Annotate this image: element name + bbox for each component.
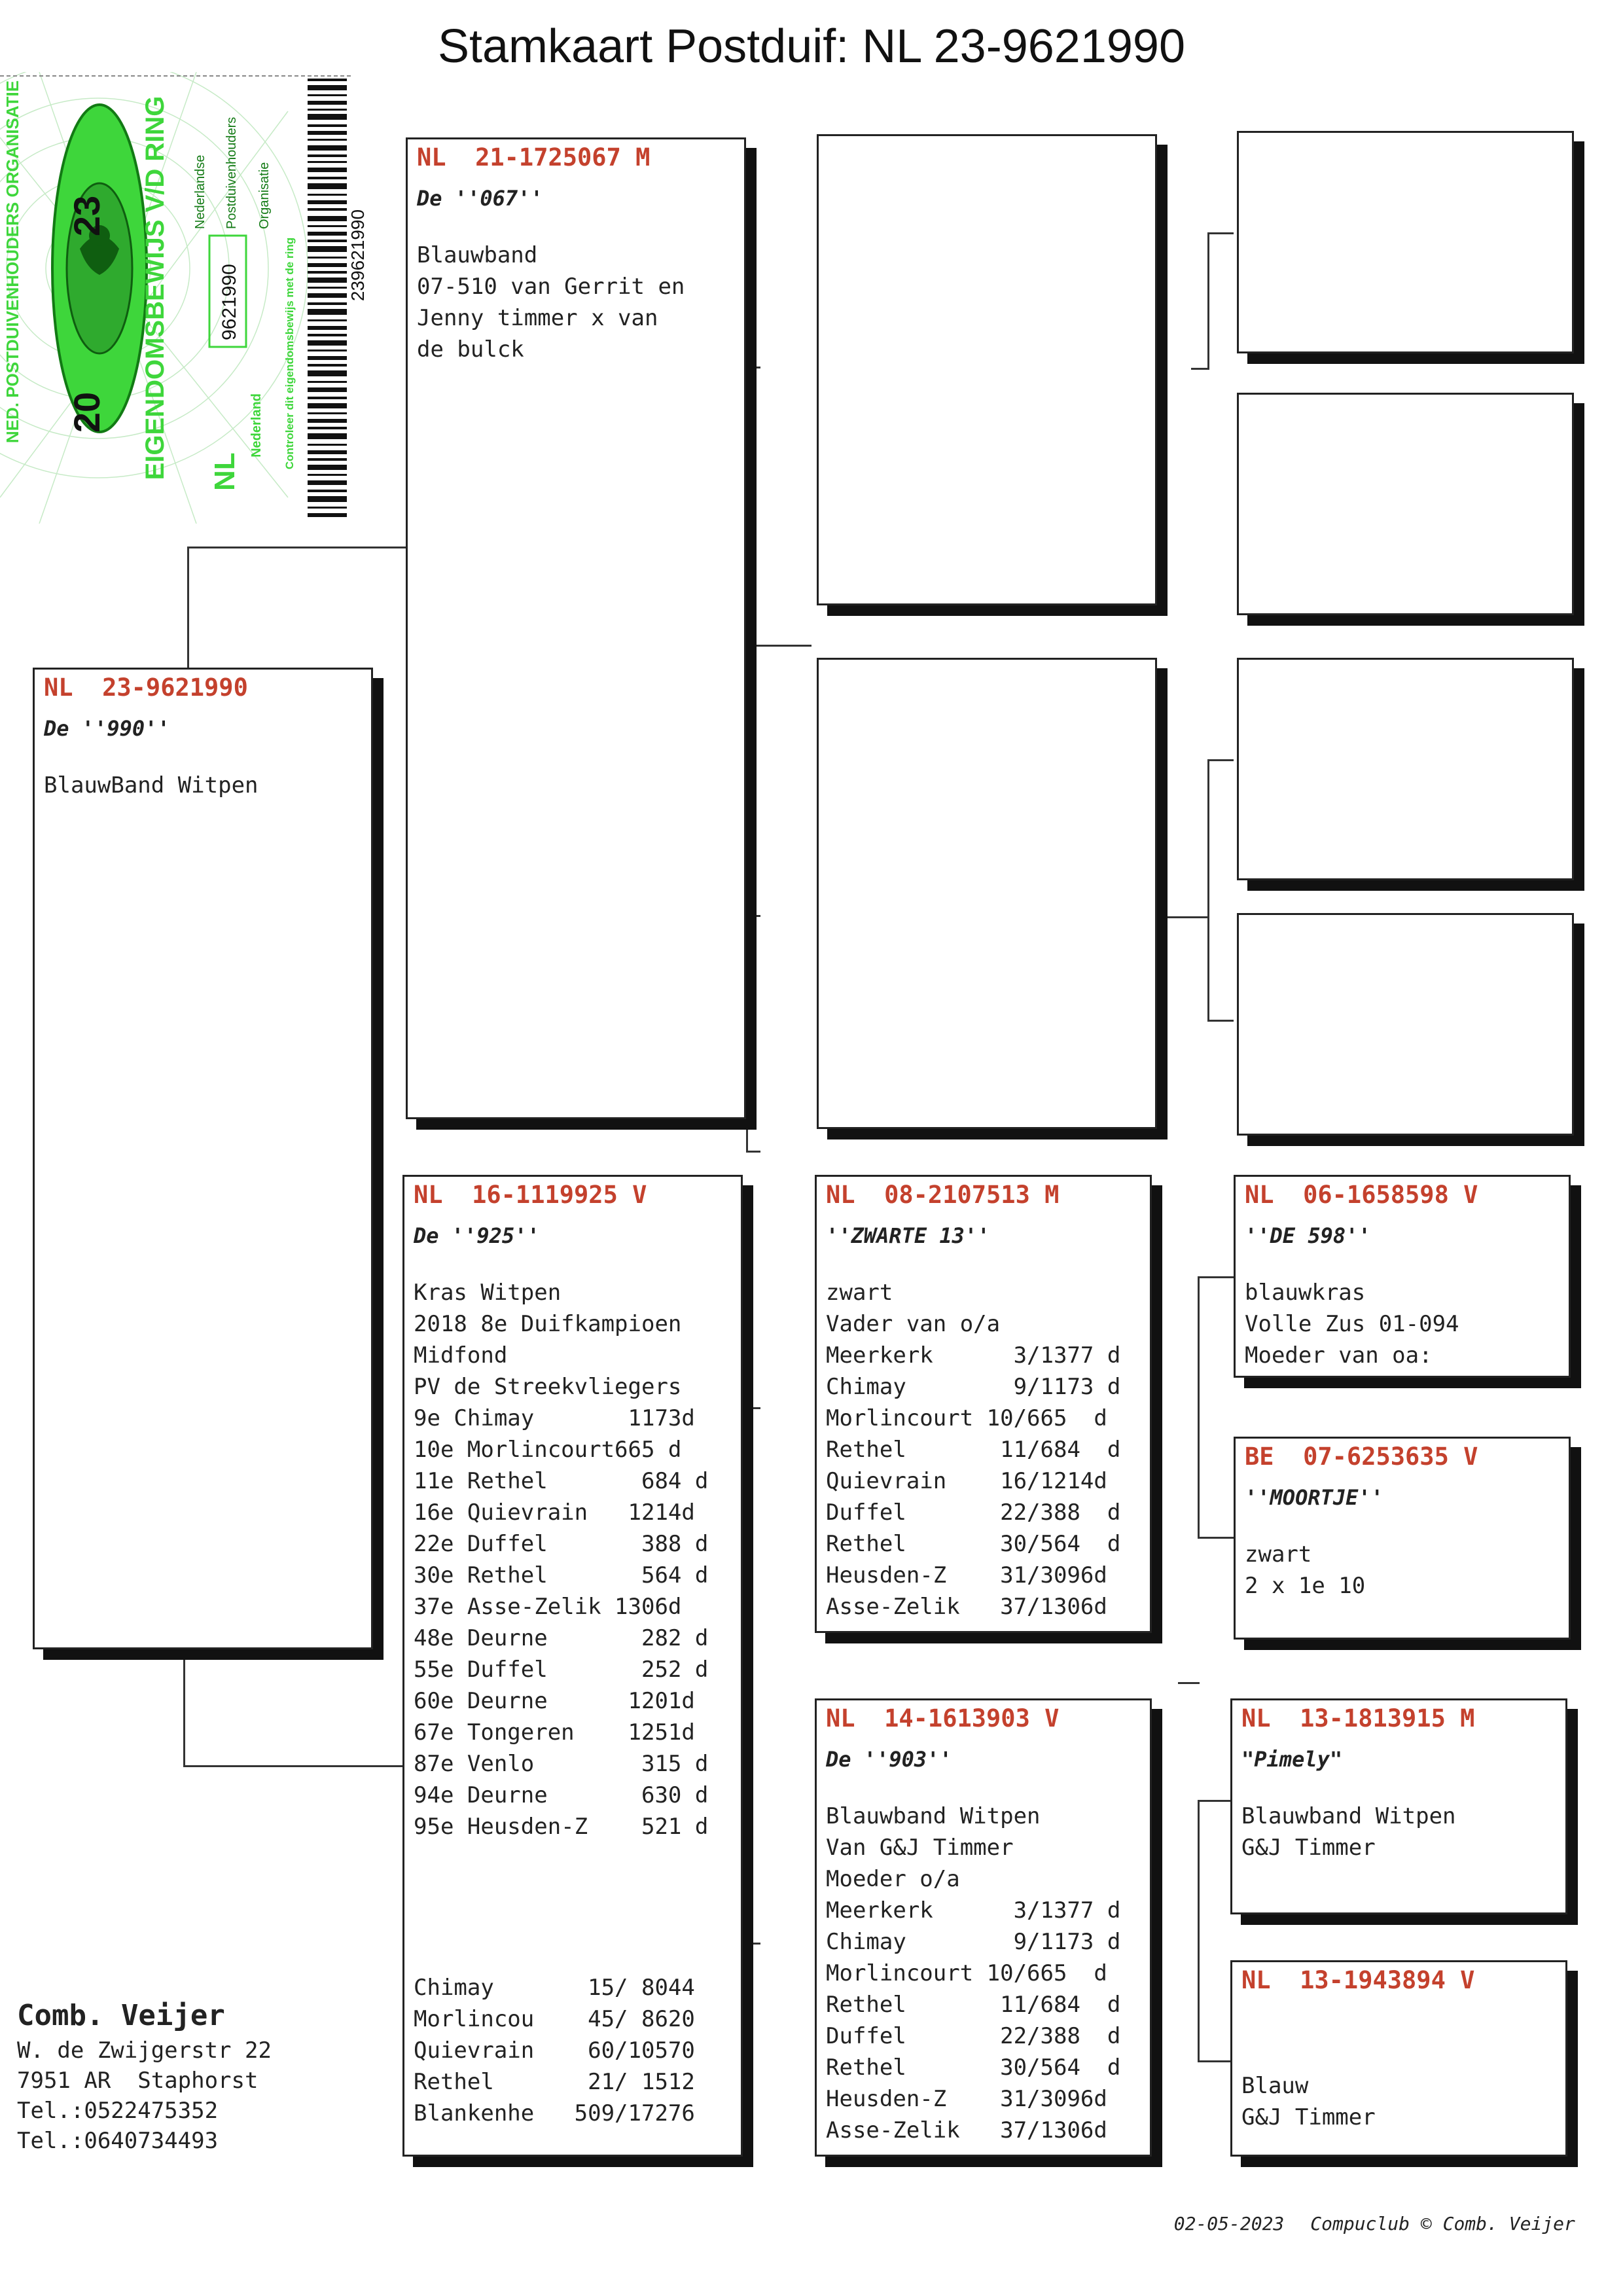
detail-line: Asse-Zelik 37/1306d (826, 1594, 1107, 1620)
ring-number-header: NL 13-1813915 M (1241, 1704, 1475, 1732)
phone-1: Tel.:0522475352 (17, 2098, 219, 2124)
detail-line: Van G&J Timmer (826, 1835, 1014, 1861)
address-street: W. de Zwijgerstr 22 (17, 2037, 272, 2064)
connector (1207, 759, 1234, 761)
footer (1152, 2191, 1601, 2234)
connector (1207, 759, 1209, 1021)
detail-line: Rethel 11/684 d (826, 1992, 1121, 2018)
pigeon-card-dam-dam (815, 1698, 1152, 2157)
detail-line: Morlincourt 10/665 d (826, 1960, 1107, 1986)
connector (1198, 1276, 1200, 1538)
detail-line: Quievrain 16/1214d (826, 1468, 1107, 1494)
connector (183, 1765, 402, 1767)
ring-number-header: NL 23-9621990 (44, 673, 248, 702)
connector (746, 1151, 760, 1153)
detail-line: Rethel 30/564 d (826, 1531, 1121, 1557)
detail-line: 48e Deurne 282 d (414, 1625, 709, 1651)
ring-number-header: NL 13-1943894 V (1241, 1966, 1475, 1994)
credit: Compuclub © Comb. Veijer (1310, 2213, 1575, 2234)
detail-line: 22e Duffel 388 d (414, 1531, 709, 1557)
ring-number-header: BE 07-6253635 V (1245, 1443, 1478, 1471)
connector (746, 367, 760, 368)
pigeon-name: ''MOORTJE'' (1245, 1485, 1383, 1510)
detail-line: zwart (826, 1280, 893, 1306)
ring-number-header: NL 14-1613903 V (826, 1704, 1060, 1732)
pigeon-card-sire (406, 137, 746, 1119)
pigeon-details (1241, 2070, 1376, 2133)
page-title: Stamkaart Postduif: NL 23-9621990 (437, 20, 1185, 73)
connector (746, 1943, 760, 1945)
detail-line: Blauwband Witpen (1241, 1803, 1456, 1829)
pigeon-card-sire-sire (817, 134, 1157, 605)
detail-line: Heusden-Z 31/3096d (826, 1562, 1107, 1588)
detail-line: Meerkerk 3/1377 d (826, 1897, 1121, 1924)
detail-line: G&J Timmer (1241, 2104, 1376, 2130)
connector (1207, 232, 1209, 370)
pigeon-card-dam-sire (815, 1175, 1152, 1633)
pigeon-name: ''DE 598'' (1245, 1223, 1371, 1248)
pigeon-details (414, 1277, 741, 1842)
connector (746, 1407, 748, 1944)
breeder-name: Comb. Veijer (17, 1999, 225, 2032)
detail-line: 55e Duffel 252 d (414, 1657, 709, 1683)
detail-line: Blauwband (417, 242, 538, 268)
detail-line: Morlincourt 10/665 d (826, 1405, 1107, 1431)
ring-document: EIGENDOMSBEWIJS V/D RING (141, 96, 169, 480)
detail-line: blauwkras (1245, 1280, 1366, 1306)
pigeon-details (417, 240, 744, 365)
ring-certificate (0, 72, 399, 524)
result-line: Chimay 15/ 8044 (414, 1975, 695, 2001)
pigeon-details (826, 1277, 1150, 1623)
detail-line: Volle Zus 01-094 (1245, 1311, 1459, 1337)
detail-line: Duffel 22/388 d (826, 2023, 1121, 2049)
connector (1198, 1800, 1234, 1802)
detail-line: zwart (1245, 1541, 1312, 1568)
pigeon-card-sire-dam-sire (1237, 658, 1574, 880)
pigeon-details (826, 1801, 1150, 2146)
detail-line: Chimay 9/1173 d (826, 1374, 1121, 1400)
detail-line: Blauw (1241, 2073, 1309, 2099)
detail-line: 2 x 1e 10 (1245, 1573, 1366, 1599)
connector (183, 1649, 185, 1767)
detail-line: 9e Chimay 1173d (414, 1405, 695, 1431)
detail-line: Moeder van oa: (1245, 1342, 1433, 1369)
detail-line: 07-510 van Gerrit en (417, 274, 685, 300)
pigeon-name: De ''903'' (826, 1747, 952, 1772)
result-line: Rethel 21/ 1512 (414, 2069, 695, 2095)
phone-2: Tel.:0640734493 (17, 2128, 219, 2154)
detail-line: Midfond (414, 1342, 508, 1369)
connector (1207, 1020, 1234, 1022)
connector (746, 645, 812, 647)
detail-line: Rethel 11/684 d (826, 1437, 1121, 1463)
pigeon-details (1241, 1801, 1565, 1863)
npo-line-1: Nederlandse (193, 154, 207, 229)
detail-line: Heusden-Z 31/3096d (826, 2086, 1107, 2112)
connector (187, 547, 189, 668)
connector (1152, 916, 1209, 918)
ring-number-header: NL 08-2107513 M (826, 1181, 1060, 1209)
detail-line: de bulck (417, 336, 524, 363)
barcode-number: 239621990 (348, 209, 368, 302)
ring-number-header: NL 21-1725067 M (417, 143, 651, 171)
ring-country: NL (209, 452, 241, 491)
detail-line: 37e Asse-Zelik 1306d (414, 1594, 682, 1620)
detail-line: Meerkerk 3/1377 d (826, 1342, 1121, 1369)
ring-check-text: Controleer dit eigendomsbewijs met de ring (283, 237, 296, 470)
npo-line-3: Organisatie (257, 162, 272, 229)
connector (746, 1407, 760, 1409)
detail-line: 67e Tongeren 1251d (414, 1719, 695, 1746)
ring-year-right: 23 (66, 195, 107, 237)
pigeon-name: ''ZWARTE 13'' (826, 1223, 990, 1248)
pigeon-card-subject (33, 668, 373, 1649)
pigeon-details (1245, 1277, 1569, 1371)
connector (187, 547, 406, 548)
pigeon-name: De ''925'' (414, 1223, 540, 1248)
pigeon-name: "Pimely" (1241, 1747, 1343, 1772)
detail-line: Vader van o/a (826, 1311, 1001, 1337)
pigeon-card-sire-sire-sire (1237, 131, 1574, 353)
detail-line: 94e Deurne 630 d (414, 1782, 709, 1808)
pigeon-card-dam-dam-sire (1230, 1698, 1567, 1914)
detail-line: G&J Timmer (1241, 1835, 1376, 1861)
pigeon-card-sire-dam-dam (1237, 913, 1574, 1136)
connector (1207, 232, 1234, 234)
connector (1198, 2060, 1234, 2062)
detail-line: 87e Venlo 315 d (414, 1751, 709, 1777)
pigeon-card-dam (402, 1175, 743, 2157)
result-line: Morlincou 45/ 8620 (414, 2006, 695, 2032)
detail-line: 10e Morlincourt665 d (414, 1437, 682, 1463)
ring-country-name: Nederland (249, 393, 264, 457)
detail-line: Kras Witpen (414, 1280, 562, 1306)
connector (1178, 1682, 1200, 1684)
pigeon-card-dam-sire-dam (1234, 1437, 1571, 1640)
print-date: 02-05-2023 (1173, 2213, 1285, 2234)
detail-line: BlauwBand Witpen (44, 772, 259, 798)
pigeon-card-dam-sire-sire (1234, 1175, 1571, 1378)
npo-line-2: Postduivenhouders (224, 117, 239, 229)
connector (1198, 1276, 1234, 1278)
detail-line: 30e Rethel 564 d (414, 1562, 709, 1588)
connector (746, 915, 760, 917)
breeder-address (17, 1996, 272, 2156)
ring-number-header: NL 16-1119925 V (414, 1181, 647, 1209)
connector (746, 367, 748, 1152)
detail-line: Asse-Zelik 37/1306d (826, 2117, 1107, 2144)
result-line: Blankenhe 509/17276 (414, 2100, 695, 2126)
detail-line: PV de Streekvliegers (414, 1374, 682, 1400)
connector (1191, 368, 1209, 370)
detail-line: Moeder o/a (826, 1866, 960, 1892)
detail-line: Chimay 9/1173 d (826, 1929, 1121, 1955)
ring-year-left: 20 (66, 391, 107, 433)
result-line: Quievrain 60/10570 (414, 2037, 695, 2064)
connector (1198, 1800, 1200, 2062)
detail-line: 11e Rethel 684 d (414, 1468, 709, 1494)
address-city: 7951 AR Staphorst (17, 2068, 259, 2094)
detail-line: 2018 8e Duifkampioen (414, 1311, 682, 1337)
ring-number-header: NL 06-1658598 V (1245, 1181, 1478, 1209)
race-results (414, 1972, 695, 2129)
pigeon-card-dam-dam-dam (1230, 1960, 1567, 2157)
pigeon-details (1245, 1539, 1569, 1602)
ring-number: 9621990 (219, 264, 240, 340)
pigeon-name: De ''067'' (417, 186, 543, 211)
detail-line: 60e Deurne 1201d (414, 1688, 695, 1714)
pigeon-card-sire-sire-dam (1237, 393, 1574, 615)
detail-line: Duffel 22/388 d (826, 1499, 1121, 1526)
detail-line: 16e Quievrain 1214d (414, 1499, 695, 1526)
connector (1198, 1537, 1234, 1539)
pigeon-card-sire-dam (817, 658, 1157, 1129)
detail-line: Rethel 30/564 d (826, 2054, 1121, 2081)
detail-line: 95e Heusden-Z 521 d (414, 1814, 709, 1840)
detail-line: Jenny timmer x van (417, 305, 658, 331)
detail-line: Blauwband Witpen (826, 1803, 1041, 1829)
ring-organisation: NED. POSTDUIVENHOUDERS ORGANISATIE (3, 80, 22, 444)
pigeon-name: De ''990'' (44, 716, 170, 741)
pigeon-details (44, 770, 371, 801)
